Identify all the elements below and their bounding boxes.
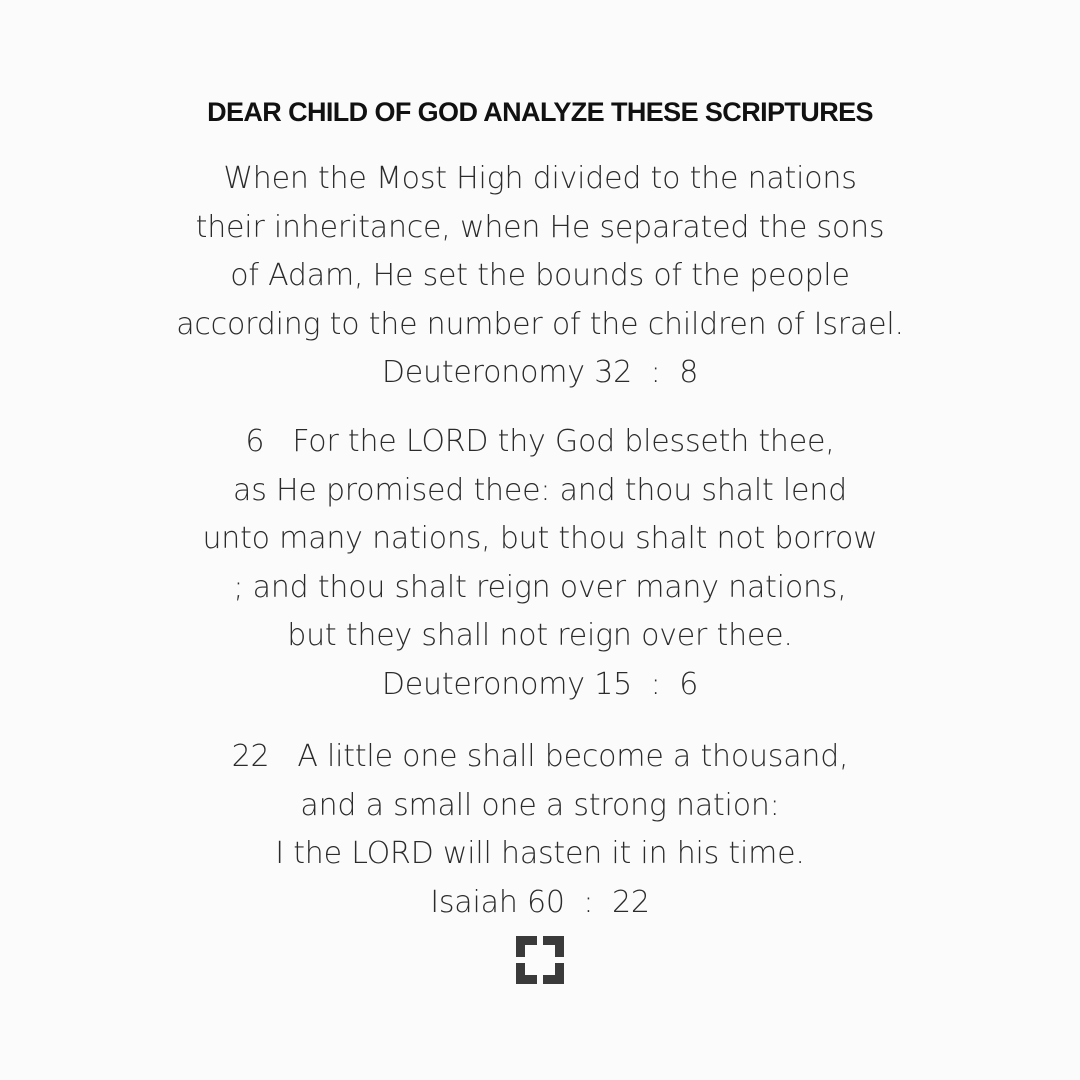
scripture-reference: Isaiah 60 : 22 [430, 884, 650, 920]
passage-line: and a small one a strong nation: [300, 787, 780, 823]
passage-line: according to the number of the children of Israel. [176, 306, 904, 342]
passage-line: 22 A little one shall become a thousand, [231, 739, 849, 774]
scripture-passage-3 [0, 733, 1080, 927]
passage-line: their inheritance, when He separated the sons [195, 209, 885, 245]
passage-line: of Adam, He set the bounds of the people [230, 258, 850, 293]
passage-line: 6 For the LORD thy God blesseth thee, [245, 424, 835, 459]
passage-line: ; and thou shalt reign over many nations, [233, 569, 847, 605]
passage-line: When the Most High divided to the nations [223, 161, 857, 196]
passage-line: as He promised thee: and thou shalt lend [233, 472, 847, 508]
scripture-reference: Deuteronomy 32 : 8 [381, 355, 699, 390]
passage-line: I the LORD will hasten it in his time. [275, 836, 805, 871]
square-bracket-logo-icon [516, 936, 564, 984]
passage-line: but they shall not reign over thee. [287, 618, 793, 653]
scripture-passage-2 [0, 418, 1080, 709]
page-title: DEAR CHILD OF GOD ANALYZE THESE SCRIPTURES [207, 97, 873, 127]
passage-line: unto many nations, but thou shalt not borrow [202, 521, 878, 556]
scripture-passage-1 [0, 155, 1080, 398]
scripture-reference: Deuteronomy 15 : 6 [381, 666, 699, 702]
